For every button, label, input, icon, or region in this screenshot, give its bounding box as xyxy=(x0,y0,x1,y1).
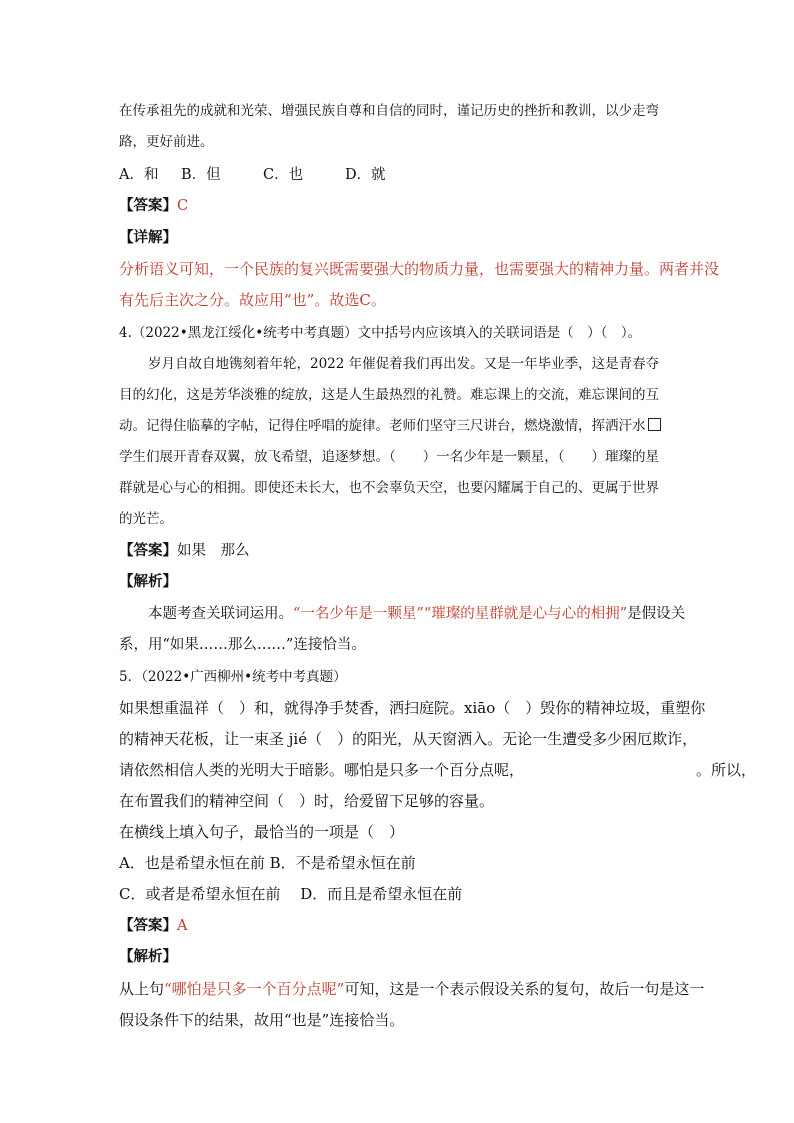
q5-passage-line-3-tail: 。所以， xyxy=(696,761,757,779)
q3-detail-tag xyxy=(119,228,177,248)
answer-value: 如果 那么 xyxy=(177,543,250,559)
q3-option-b: B．但 xyxy=(181,167,221,183)
q5-stem: 5．（2022•广西柳州•统考中考真题） xyxy=(119,669,347,685)
q4-passage-line-3 xyxy=(119,416,661,436)
q3-passage-line-1: 在传承祖先的成就和光荣、增强民族自尊和自信的同时，谨记历史的挫折和教训，以少走弯 xyxy=(119,103,659,119)
q5-analysis-line-1 xyxy=(119,979,704,999)
q3-detail-line-2: 有先后主次之分。故应用“也”。故选C。 xyxy=(119,291,386,309)
q4-analysis-line-1 xyxy=(148,604,685,624)
q4-passage-line-3-text: 动。记得住临摹的字帖，记得住呼唱的旋律。老师们坚守三尺讲台，燃烧激情，挥洒汗水 xyxy=(119,418,646,434)
analysis-tag: 【解析】 xyxy=(119,948,177,965)
missing-glyph-box-icon xyxy=(648,418,661,431)
q4-passage-line-1: 岁月自故自地镌刻着年轮，2022 年催促着我们再出发。又是一年毕业季，这是青春夺 xyxy=(148,356,660,372)
q4-analysis-tag xyxy=(119,572,177,592)
answer-value: C xyxy=(177,198,189,214)
q5-passage-line-3 xyxy=(119,760,756,780)
q5-passage-line-3-text: 请依然相信人类的光明大于暗影。哪怕是只多一个百分点呢， xyxy=(119,761,525,779)
q3-detail-line-1: 分析语义可知，一个民族的复兴既需要强大的物质力量，也需要强大的精神力量。两者并没 xyxy=(119,260,720,278)
q5-question: 在横线上填入句子，最恰当的一项是（ ） xyxy=(119,823,405,841)
q4-passage-line-2: 目的幻化，这是芳华淡雅的绽放，这是人生最热烈的礼赞。难忘课上的交流，难忘课间的互 xyxy=(119,387,659,403)
q5-answer xyxy=(119,916,187,936)
analysis-tag: 【解析】 xyxy=(119,573,177,590)
q4-passage-line-6: 的光芒。 xyxy=(119,511,173,527)
analysis-text: 可知，这是一个表示假设关系的复句，故后一句是这一 xyxy=(344,980,705,998)
q5-options-line-2: C．或者是希望永恒在前 D．而且是希望永恒在前 xyxy=(119,885,463,903)
q5-passage-line-2: 的精神天花板，让一束圣 jié（ ）的阳光，从天窗洒入。无论一生遭受多少困厄欺诈， xyxy=(119,730,698,748)
analysis-text: 是假设关 xyxy=(627,606,686,622)
analysis-quote: “一名少年是一颗星”“璀璨的星群就是心与心的相拥” xyxy=(293,606,628,622)
answer-value: A xyxy=(177,918,188,934)
analysis-text: 本题考查关联词运用。 xyxy=(148,606,293,622)
analysis-text: 从上句 xyxy=(119,980,165,998)
detail-tag: 【详解】 xyxy=(119,229,177,246)
answer-tag: 【答案】 xyxy=(119,197,177,214)
q3-options xyxy=(119,165,386,185)
q3-passage-line-2: 路，更好前进。 xyxy=(119,134,214,150)
q3-option-d: D．就 xyxy=(345,167,386,183)
answer-tag: 【答案】 xyxy=(119,917,177,934)
q5-analysis-line-2: 假设条件下的结果，故用“也是”连接恰当。 xyxy=(119,1011,405,1029)
analysis-quote: “哪怕是只多一个百分点呢” xyxy=(164,980,345,998)
q3-option-a: A．和 xyxy=(119,167,159,183)
q5-options-line-1: A．也是希望永恒在前 B．不是希望永恒在前 xyxy=(119,854,416,872)
q3-option-c: C．也 xyxy=(263,167,304,183)
q4-passage-line-4: 学生们展开青春双翼，放飞希望，追逐梦想。（ ）一名少年是一颗星，（ ）璀璨的星 xyxy=(119,449,659,465)
q4-stem: 4.（2022•黑龙江绥化•统考中考真题）文中括号内应该填入的关联词语是（ ）（ ）。 xyxy=(119,325,642,341)
q4-answer xyxy=(119,541,250,561)
q3-answer xyxy=(119,196,188,216)
q5-analysis-tag xyxy=(119,947,177,967)
q5-passage-line-4: 在布置我们的精神空间（ ）时，给爱留下足够的容量。 xyxy=(119,792,495,810)
q4-analysis-line-2: 系，用“如果……那么……”连接恰当。 xyxy=(119,637,366,653)
answer-tag: 【答案】 xyxy=(119,542,177,559)
q4-passage-line-5: 群就是心与心的相拥。即使还未长大，也不会辜负天空，也要闪耀属于自己的、更属于世界 xyxy=(119,480,659,496)
q5-passage-line-1: 如果想重温祥（ ）和，就得净手焚香，洒扫庭院。xiāo（ ）毁你的精神垃圾，重塑你 xyxy=(119,699,706,717)
